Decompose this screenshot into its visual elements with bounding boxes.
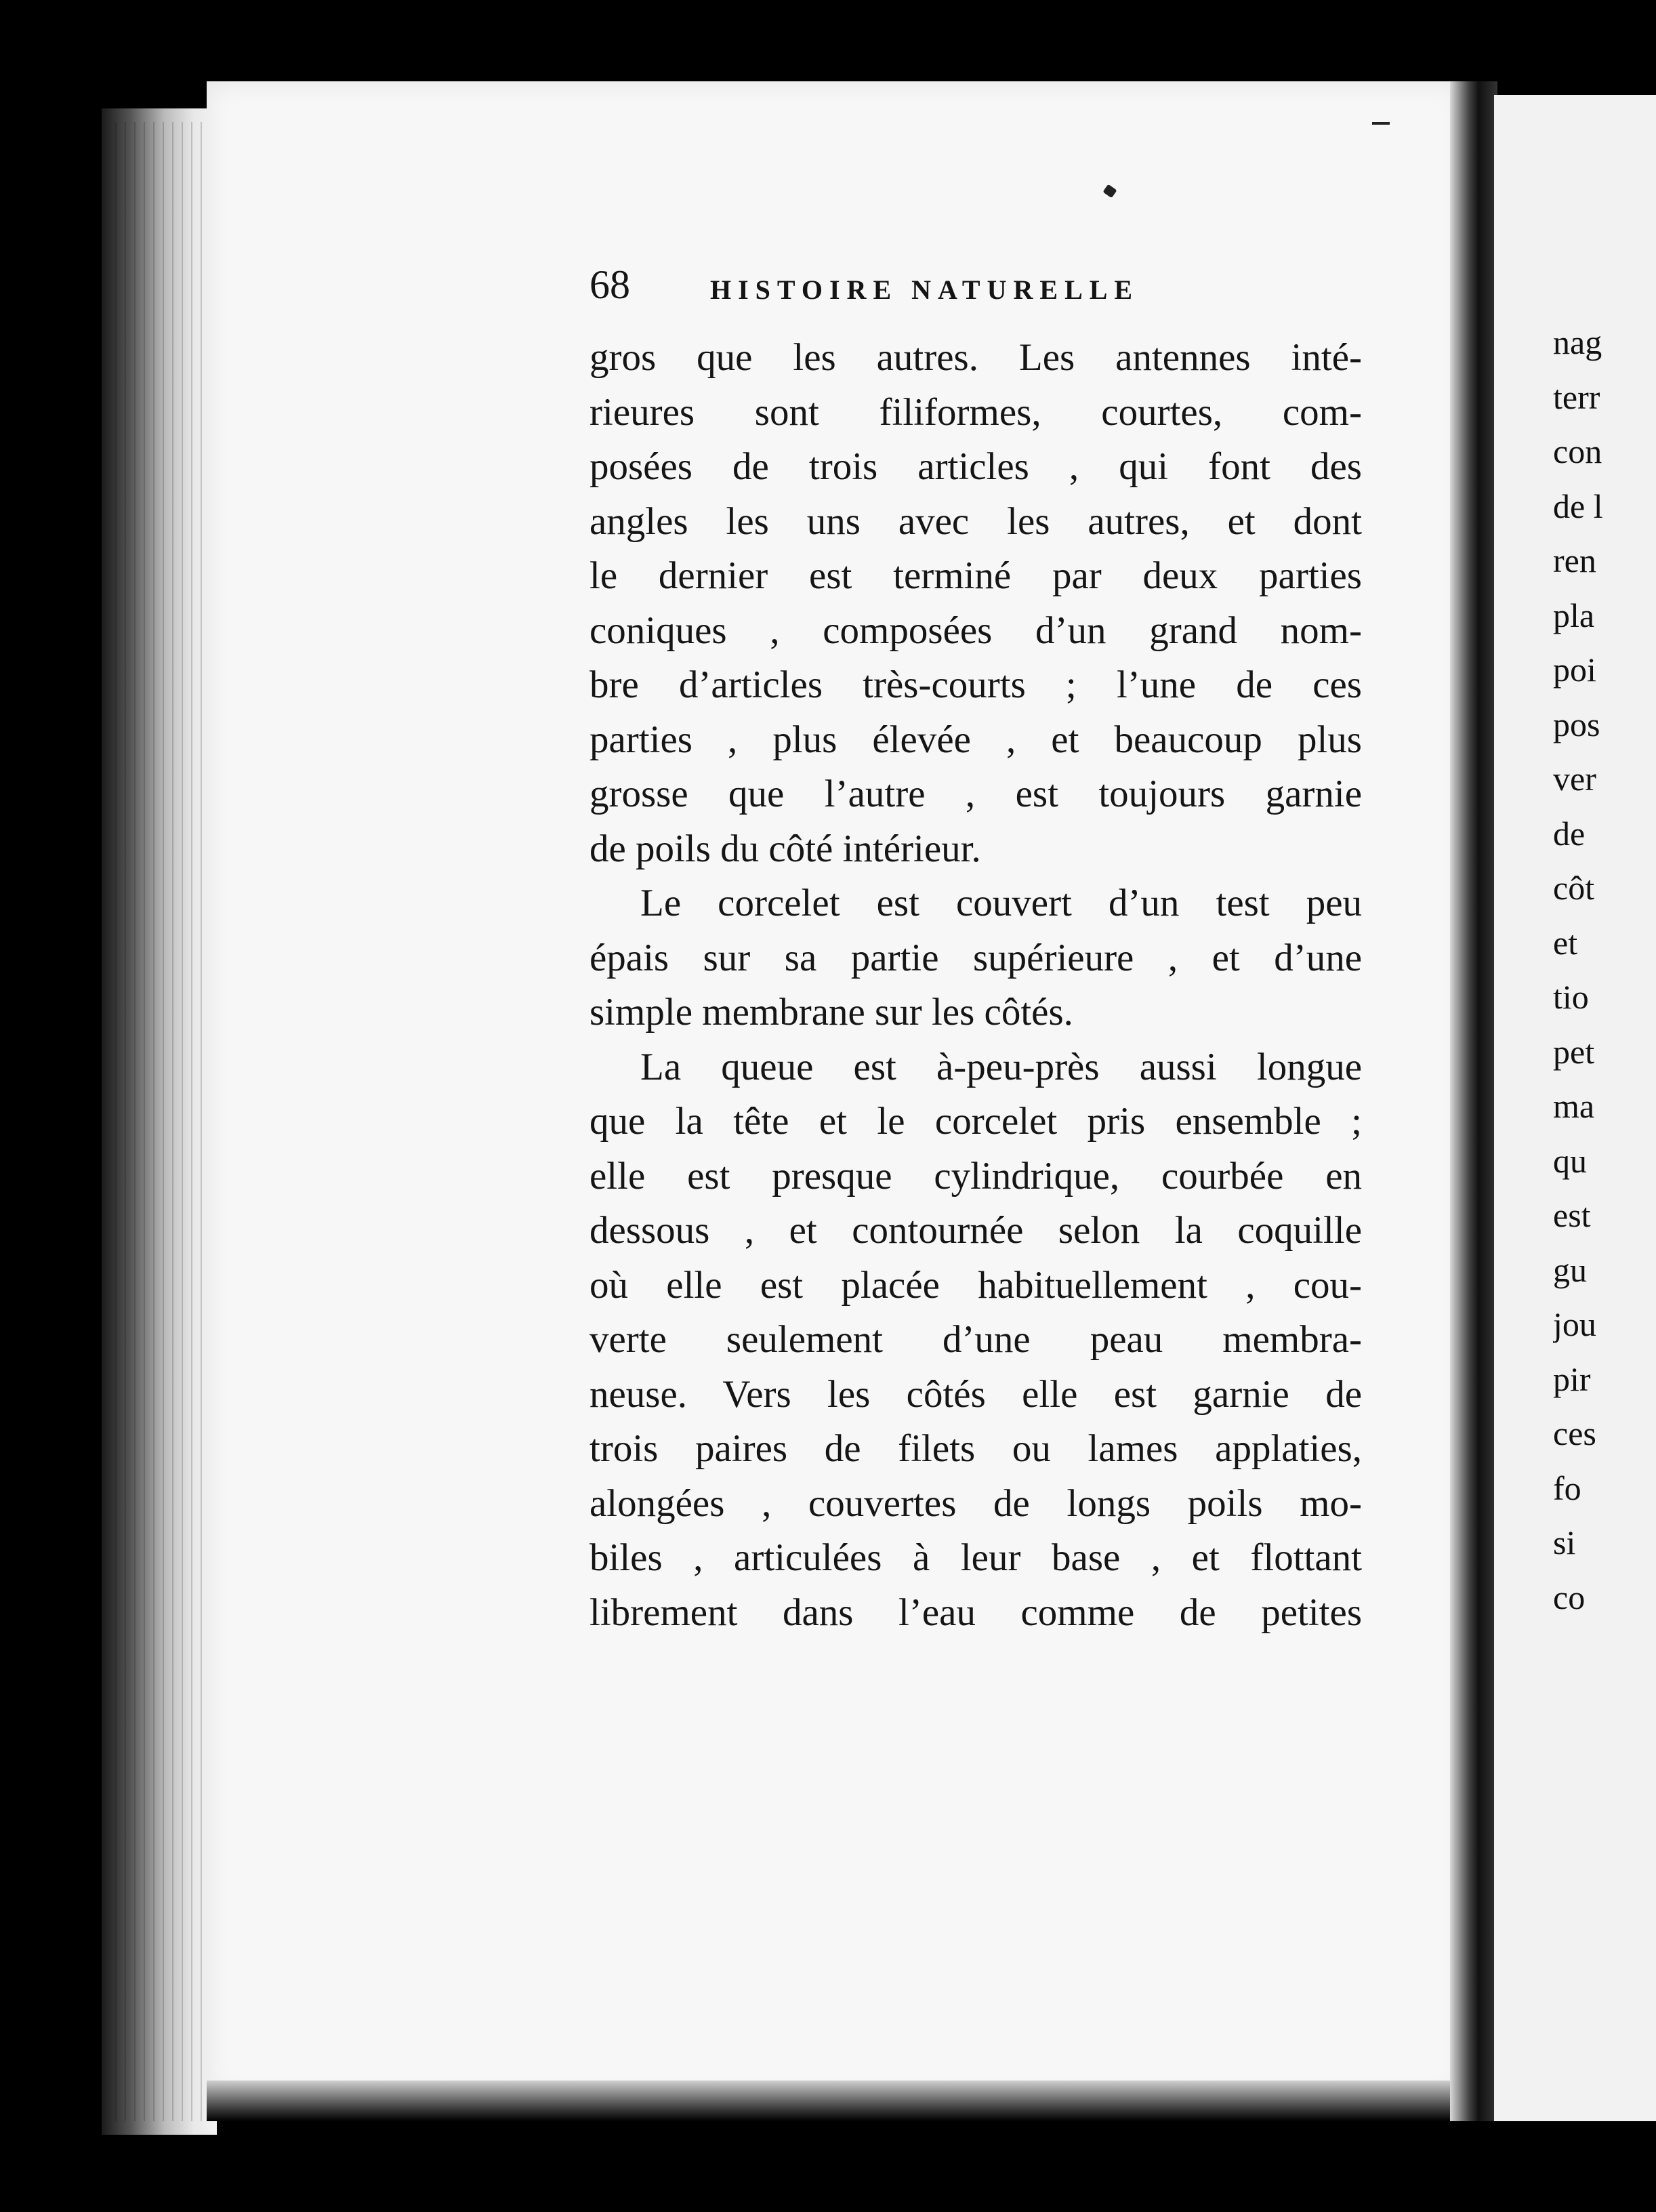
running-head [589,261,1267,315]
facing-line: terr [1553,377,1600,416]
text-line: neuse. Vers les côtés elle est garnie de [589,1372,1362,1416]
text-line: trois paires de filets ou lames applaties, [589,1427,1362,1470]
facing-line: est [1553,1196,1591,1234]
facing-line: pir [1553,1359,1591,1398]
facing-line: co [1553,1578,1586,1616]
text-line: où elle est placée habituellement , cou- [589,1263,1362,1307]
running-head-title: HISTOIRE NATURELLE [710,274,1140,305]
text-line: verte seulement d’une peau membra- [589,1318,1362,1361]
text-line: épais sur sa partie supérieure , et d’une [589,936,1362,979]
facing-line: con [1553,432,1602,470]
text-line: librement dans l’eau comme de petites [589,1591,1362,1634]
facing-line: ver [1553,760,1596,798]
facing-page-text [1553,315,1656,1624]
text-line: coniques , composées d’un grand nom- [589,609,1362,652]
text-line: le dernier est terminé par deux parties [589,554,1362,597]
facing-line: tio [1553,978,1589,1016]
text-line: parties , plus élevée , et beaucoup plus [589,718,1362,761]
text-line: gros que les autres. Les antennes inté- [589,336,1362,379]
text-line: que la tête et le corcelet pris ensemble ; [589,1100,1362,1143]
ink-mark [1372,122,1390,125]
facing-line: pet [1553,1032,1595,1071]
facing-line: qu [1553,1141,1587,1180]
text-line: angles les uns avec les autres, et dont [589,499,1362,543]
facing-line: pos [1553,705,1600,743]
facing-line: si [1553,1523,1576,1561]
facing-line: jou [1553,1305,1596,1343]
facing-line: et [1553,923,1578,962]
text-line: simple membrane sur les côtés. [589,991,1073,1033]
facing-line: côt [1553,869,1595,907]
book-gutter [1450,81,1497,2121]
facing-line: ma [1553,1087,1595,1125]
text-line: elle est presque cylindrique, courbée en [589,1154,1362,1197]
page-bottom-shadow [207,2081,1464,2121]
facing-line: fo [1553,1469,1581,1507]
text-line: rieures sont filiformes, courtes, com- [589,390,1362,434]
text-line: alongées , couvertes de longs poils mo- [589,1481,1362,1525]
text-line: biles , articulées à leur base , et flottant [589,1536,1362,1579]
text-line: grosse que l’autre , est toujours garnie [589,773,1362,815]
facing-line: ren [1553,541,1596,579]
facing-line: de [1553,814,1586,853]
text-line: dessous , et contournée selon la coquille [589,1209,1362,1252]
page-number: 68 [589,262,630,307]
text-line: bre d’articles très-courts ; l’une de ces [589,663,1362,706]
page-edge-stack [115,122,210,2121]
text-line: La queue est à-peu-près aussi longue [640,1045,1362,1088]
text-line: posées de trois articles , qui font des [589,445,1362,488]
facing-line: poi [1553,651,1596,689]
facing-line: gu [1553,1250,1587,1289]
facing-line: ces [1553,1414,1596,1452]
facing-line: pla [1553,596,1595,634]
facing-line: de l [1553,487,1603,525]
text-line: Le corcelet est couvert d’un test peu [640,882,1362,924]
text-line: de poils du côté intérieur. [589,827,981,870]
facing-line: nag [1553,323,1602,361]
body-text [589,331,1362,1640]
